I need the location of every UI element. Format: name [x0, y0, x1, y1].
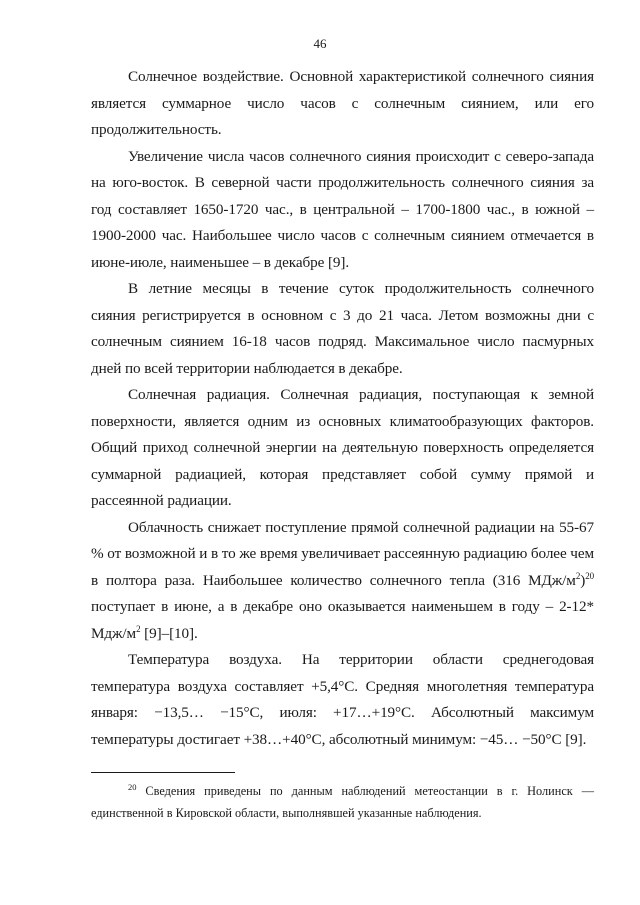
- footnote-reference: 20: [585, 570, 594, 581]
- paragraph-cloudiness: [91, 515, 594, 648]
- paragraph-text: Температура воздуха. На территории области среднегодовая температура воздуха составляет +5,4°С. Средняя многолетняя температура января: −13,5… −15°С, июля: +17…+19°С. Абсолютный максимум температуры достигает +38…+40°С, абсолютный минимум: −45… −50°С [9].: [91, 651, 594, 748]
- paragraph-text: [9]–[10].: [140, 624, 198, 642]
- paragraph-text: Увеличение числа часов солнечного сияния происходит с северо-запада на юго-восток. В северной части продолжительность солнечного сияния за год составляет 1650-1720 час., в центральной – 1700-1800 час., в южной – 1900-2000 час. Наибольшее число часов с солнечным сиянием отмечается в июне-июле, наименьшее – в декабре [9].: [91, 147, 594, 271]
- paragraph-text: поступает в июне, а в декабре оно оказывается наименьшем в году – 2-12* Мдж/м: [91, 598, 594, 642]
- footnote-text: Сведения приведены по данным наблюдений метеостанции в г. Нолинск — единственной в Кировской области, выполнявшей указанные наблюдения.: [91, 784, 594, 820]
- paragraph-air-temperature: [91, 647, 594, 753]
- footnote: [91, 780, 594, 824]
- paragraph-text: Солнечная радиация. Солнечная радиация, поступающая к земной поверхности, является одним из основных климатообразующих факторов. Общий приход солнечной энергии на деятельную поверхность определяется суммарной радиацией, которая представляет собой сумму прямой и рассеянной радиации.: [91, 386, 594, 509]
- paragraph-text: Солнечное воздействие. Основной характеристикой солнечного сияния является суммарное число часов с солнечным сиянием, или его продолжительность.: [91, 68, 594, 138]
- superscript-exponent: 2: [575, 570, 581, 581]
- paragraph-text: ): [580, 571, 586, 589]
- paragraph-sunshine-hours: [91, 144, 594, 277]
- footnote-marker: 20: [128, 781, 137, 792]
- paragraph-text: В летние месяцы в течение суток продолжительность солнечного сияния регистрируется в основном с 3 до 21 часа. Летом возможны дни с солнечным сиянием 16-18 часов подряд. Максимальное число пасмурных дней по всей территории наблюдается в декабре.: [91, 280, 594, 377]
- paragraph-solar-exposure: [91, 64, 594, 144]
- page-number: 46: [313, 36, 327, 51]
- page-body: [91, 64, 594, 753]
- footnote-separator: [91, 772, 235, 773]
- paragraph-summer-sunshine: [91, 276, 594, 382]
- superscript-exponent: 2: [136, 623, 141, 634]
- paragraph-text: Облачность снижает поступление прямой солнечной радиации на 55-67 % от возможной и в то же время увеличивает рассеянную радиацию более чем в полтора раза. Наибольшее количество солнечного тепла (316 МДж/м: [91, 518, 594, 589]
- paragraph-solar-radiation: [91, 382, 594, 515]
